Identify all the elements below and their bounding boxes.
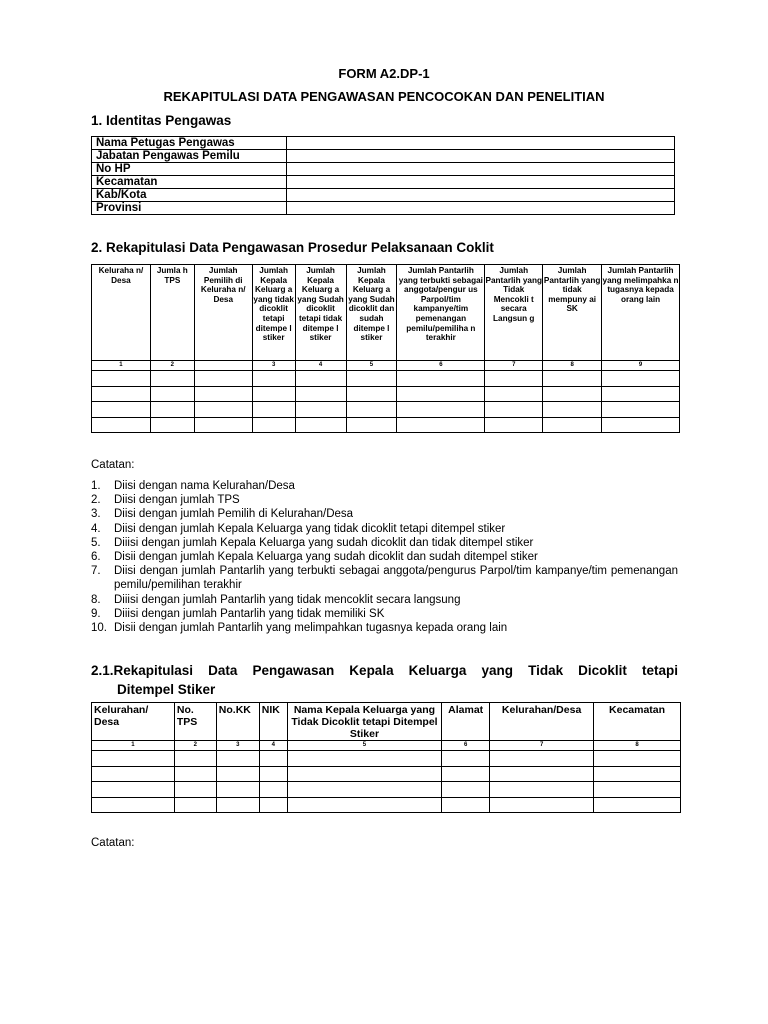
table-cell[interactable] — [287, 766, 441, 782]
identity-label: No HP — [92, 163, 287, 176]
table-cell[interactable] — [252, 371, 295, 387]
section2-title: 2. Rekapitulasi Data Pengawasan Prosedur Pelaksanaan Coklit — [91, 240, 494, 255]
section21-title-line2: Ditempel Stiker — [117, 682, 216, 697]
list-item-number: 6. — [91, 551, 101, 564]
table-cell[interactable] — [174, 797, 216, 813]
list-item-text: Disii dengan jumlah Pantarlih yang melimpahkan tugasnya kepada orang lain — [114, 622, 508, 635]
identity-value-field[interactable] — [287, 202, 675, 215]
table-cell[interactable] — [174, 782, 216, 798]
column-header: Jumlah Pemilih di Keluraha n/ Desa — [194, 265, 252, 361]
column-number: 3 — [252, 361, 295, 371]
column-number: 8 — [543, 361, 602, 371]
table-cell[interactable] — [174, 751, 216, 767]
table-cell[interactable] — [216, 782, 259, 798]
column-number-row — [92, 741, 681, 751]
table-cell[interactable] — [594, 751, 681, 767]
list-item — [91, 522, 678, 536]
column-number — [194, 361, 252, 371]
table-cell[interactable] — [259, 797, 287, 813]
table-cell[interactable] — [346, 371, 397, 387]
table-cell[interactable] — [543, 417, 602, 433]
table-cell[interactable] — [442, 751, 490, 767]
table-cell[interactable] — [92, 417, 151, 433]
column-number: 4 — [295, 361, 346, 371]
table-cell[interactable] — [602, 402, 680, 418]
table-cell[interactable] — [490, 797, 594, 813]
column-header: Kelurahan/Desa — [490, 703, 594, 741]
list-item — [91, 550, 678, 564]
table-cell[interactable] — [602, 386, 680, 402]
table-cell[interactable] — [150, 386, 194, 402]
table-cell[interactable] — [594, 766, 681, 782]
table-cell[interactable] — [442, 797, 490, 813]
list-item — [91, 493, 678, 507]
identity-value-field[interactable] — [287, 189, 675, 202]
table-cell[interactable] — [543, 371, 602, 387]
list-item — [91, 507, 678, 521]
list-item — [91, 607, 678, 621]
list-item-text: Diisi dengan jumlah TPS — [114, 494, 240, 507]
column-number: 1 — [92, 361, 151, 371]
column-header: Jumlah Kepala Keluarg a yang Sudah dicoklit tetapi tidak ditempe l stiker — [295, 265, 346, 361]
identity-value-field[interactable] — [287, 150, 675, 163]
list-item-number: 2. — [91, 494, 101, 507]
table-cell[interactable] — [602, 417, 680, 433]
section21-title — [91, 661, 678, 699]
table-cell[interactable] — [194, 371, 252, 387]
list-item-number: 9. — [91, 607, 101, 620]
table-cell[interactable] — [92, 402, 151, 418]
column-number: 1 — [92, 741, 175, 751]
identity-row — [92, 176, 675, 189]
table-cell[interactable] — [397, 386, 485, 402]
table-cell[interactable] — [287, 751, 441, 767]
table-cell[interactable] — [543, 386, 602, 402]
list-item-number: 7. — [91, 565, 101, 578]
column-header: Kecamatan — [594, 703, 681, 741]
column-header: Keluraha n/ Desa — [92, 265, 151, 361]
table-row — [92, 751, 681, 767]
list-item-number: 5. — [91, 536, 101, 549]
column-header: Alamat — [442, 703, 490, 741]
table-cell[interactable] — [397, 402, 485, 418]
table-cell[interactable] — [92, 782, 175, 798]
table-cell[interactable] — [150, 402, 194, 418]
list-item — [91, 536, 678, 550]
identity-label: Provinsi — [92, 202, 287, 215]
list-item-text: Diiisi dengan jumlah Kepala Keluarga yang sudah dicoklit dan tidak ditempel stiker — [114, 536, 534, 549]
list-item-number: 1. — [91, 480, 101, 492]
identity-row — [92, 163, 675, 176]
table-cell[interactable] — [216, 797, 259, 813]
column-header: Jumlah Pantarlih yang tidak mempuny ai SK — [543, 265, 602, 361]
coklit-summary-table — [91, 264, 680, 433]
list-item-text: Disii dengan jumlah Kepala Keluarga yang sudah dicoklit dan sudah ditempel stiker — [114, 551, 538, 564]
notes-label: Catatan: — [91, 459, 135, 471]
table-cell[interactable] — [92, 386, 151, 402]
table-cell[interactable] — [346, 386, 397, 402]
table-cell[interactable] — [485, 417, 543, 433]
column-number: 7 — [485, 361, 543, 371]
column-number: 9 — [602, 361, 680, 371]
list-item — [91, 479, 678, 493]
table-cell[interactable] — [397, 371, 485, 387]
table-cell[interactable] — [490, 782, 594, 798]
list-item-number: 10. — [91, 622, 107, 635]
table-row — [92, 766, 681, 782]
column-header: Jumlah Pantarlih yang Tidak Mencokli t secara Langsun g — [485, 265, 543, 361]
form-code: FORM A2.DP-1 — [338, 66, 430, 81]
column-header: Jumlah Pantarlih yang terbukti sebagai anggota/pengur us Parpol/tim kampanye/tim pemenangan pemilu/pemiliha n terakhir — [397, 265, 485, 361]
table-cell[interactable] — [259, 766, 287, 782]
table-cell[interactable] — [485, 386, 543, 402]
table-cell[interactable] — [174, 766, 216, 782]
table-cell[interactable] — [346, 417, 397, 433]
table-cell[interactable] — [295, 417, 346, 433]
notes-list — [91, 479, 678, 635]
list-item-text: Diiisi dengan jumlah Pantarlih yang tidak mencoklit secara langsung — [114, 593, 461, 606]
column-header: NIK — [259, 703, 287, 741]
table-cell[interactable] — [216, 766, 259, 782]
page-title: REKAPITULASI DATA PENGAWASAN PENCOCOKAN DAN PENELITIAN — [163, 89, 605, 104]
column-number: 2 — [150, 361, 194, 371]
section21-title-line1: 2.1.Rekapitulasi Data Pengawasan Kepala Keluarga yang Tidak Dicoklit tetapi — [91, 663, 678, 678]
table-cell[interactable] — [216, 751, 259, 767]
list-item-number: 8. — [91, 593, 101, 606]
list-item-text: Diisi dengan nama Kelurahan/Desa — [114, 480, 295, 492]
list-item — [91, 564, 678, 592]
column-header: Jumlah Kepala Keluarg a yang Sudah dicoklit dan sudah ditempe l stiker — [346, 265, 397, 361]
column-header: Jumla h TPS — [150, 265, 194, 361]
table-cell[interactable] — [150, 417, 194, 433]
table-cell[interactable] — [295, 371, 346, 387]
table-cell[interactable] — [194, 402, 252, 418]
table-cell[interactable] — [252, 417, 295, 433]
table-row — [92, 797, 681, 813]
column-number: 5 — [287, 741, 441, 751]
column-header: Nama Kepala Keluarga yang Tidak Dicoklit tetapi Ditempel Stiker — [287, 703, 441, 741]
identity-table — [91, 136, 675, 215]
identity-label: Kab/Kota — [92, 189, 287, 202]
identity-label: Jabatan Pengawas Pemilu — [92, 150, 287, 163]
table-cell[interactable] — [594, 797, 681, 813]
list-item-text: Diisi dengan jumlah Pantarlih yang terbukti sebagai anggota/pengurus Parpol/tim kampanye/tim pemenangan pemilu/pemilihan terakhir — [114, 565, 678, 592]
list-item — [91, 593, 678, 607]
column-number: 5 — [346, 361, 397, 371]
column-number: 6 — [397, 361, 485, 371]
section1-title: 1. Identitas Pengawas — [91, 113, 232, 128]
table-cell[interactable] — [485, 371, 543, 387]
kk-sticker-table — [91, 702, 681, 813]
table-cell[interactable] — [490, 766, 594, 782]
column-header: No.KK — [216, 703, 259, 741]
table-cell[interactable] — [259, 782, 287, 798]
table-cell[interactable] — [594, 782, 681, 798]
identity-value-field[interactable] — [287, 176, 675, 189]
table-cell[interactable] — [287, 782, 441, 798]
list-item-text: Diiisi dengan jumlah Pantarlih yang tidak memiliki SK — [114, 607, 385, 620]
table-row — [92, 371, 680, 387]
table-cell[interactable] — [92, 797, 175, 813]
table-cell[interactable] — [543, 402, 602, 418]
table-cell[interactable] — [194, 417, 252, 433]
column-number: 2 — [174, 741, 216, 751]
column-number: 8 — [594, 741, 681, 751]
table-cell[interactable] — [287, 797, 441, 813]
table-cell[interactable] — [602, 371, 680, 387]
table-cell[interactable] — [490, 751, 594, 767]
table-cell[interactable] — [346, 402, 397, 418]
identity-value-field[interactable] — [287, 163, 675, 176]
list-item — [91, 621, 678, 635]
table-row — [92, 386, 680, 402]
column-number: 3 — [216, 741, 259, 751]
table-cell[interactable] — [295, 386, 346, 402]
identity-row — [92, 202, 675, 215]
table-cell[interactable] — [150, 371, 194, 387]
identity-row — [92, 150, 675, 163]
table-cell[interactable] — [194, 386, 252, 402]
column-number: 4 — [259, 741, 287, 751]
column-number: 6 — [442, 741, 490, 751]
table-row — [92, 402, 680, 418]
table-row — [92, 782, 681, 798]
table-cell[interactable] — [252, 402, 295, 418]
list-item-text: Diisi dengan jumlah Pemilih di Kelurahan/Desa — [114, 508, 354, 521]
table-cell[interactable] — [295, 402, 346, 418]
table-cell[interactable] — [485, 402, 543, 418]
identity-label: Kecamatan — [92, 176, 287, 189]
column-header: Jumlah Kepala Keluarg a yang tidak dicoklit tetapi ditempe l stiker — [252, 265, 295, 361]
list-item-number: 4. — [91, 522, 101, 535]
table-row — [92, 417, 680, 433]
table-cell[interactable] — [442, 782, 490, 798]
identity-row — [92, 137, 675, 150]
list-item-text: Diisi dengan jumlah Kepala Keluarga yang tidak dicoklit tetapi ditempel stiker — [114, 522, 506, 535]
table-cell[interactable] — [92, 371, 151, 387]
table-cell[interactable] — [397, 417, 485, 433]
table-cell[interactable] — [442, 766, 490, 782]
identity-row — [92, 189, 675, 202]
column-number-row — [92, 361, 680, 371]
notes2-label: Catatan: — [91, 837, 135, 849]
identity-value-field[interactable] — [287, 137, 675, 150]
table-cell[interactable] — [92, 766, 175, 782]
column-header: Kelurahan/ Desa — [92, 703, 175, 741]
column-number: 7 — [490, 741, 594, 751]
table-cell[interactable] — [252, 386, 295, 402]
table-cell[interactable] — [259, 751, 287, 767]
column-header: No. TPS — [174, 703, 216, 741]
identity-label: Nama Petugas Pengawas — [92, 137, 287, 150]
table-cell[interactable] — [92, 751, 175, 767]
list-item-number: 3. — [91, 508, 101, 521]
column-header: Jumlah Pantarlih yang melimpahka n tugasnya kepada orang lain — [602, 265, 680, 361]
